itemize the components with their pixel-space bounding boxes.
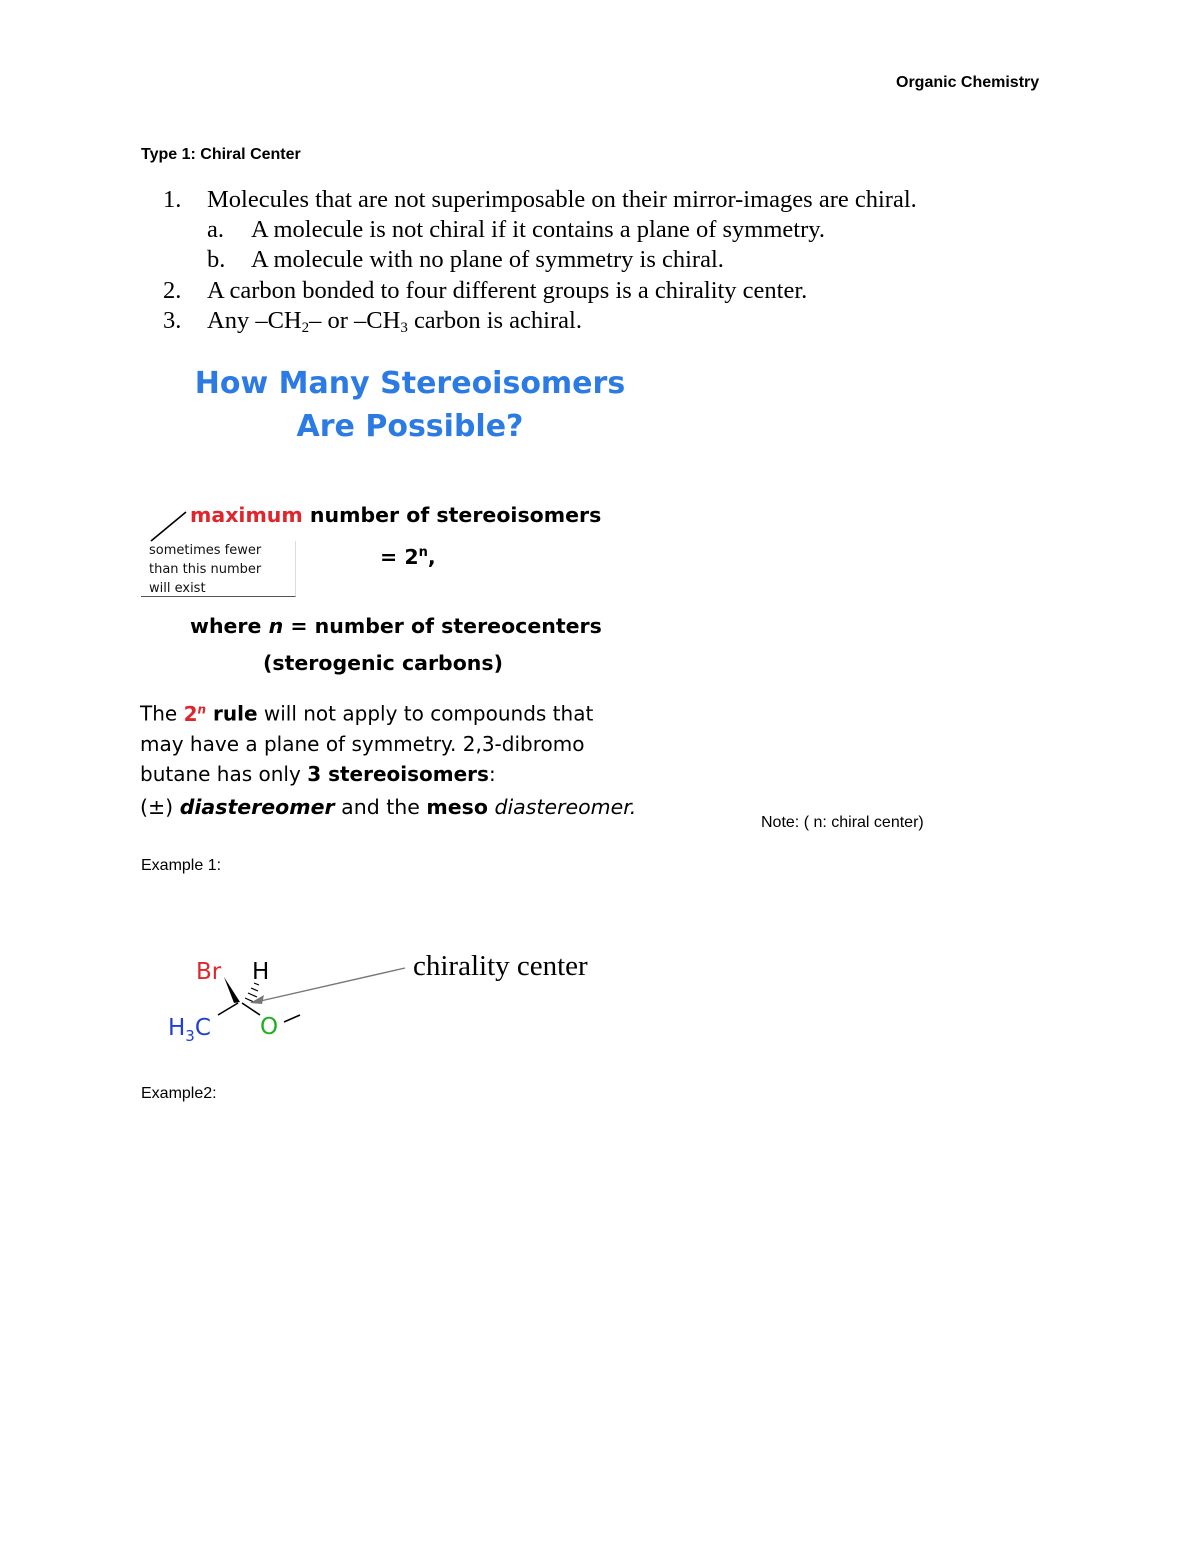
sterogenic-line: (sterogenic carbons) bbox=[263, 651, 503, 675]
bond-h3c bbox=[218, 1003, 238, 1015]
h-label: H bbox=[252, 959, 270, 985]
slide-title-line: Are Possible? bbox=[296, 409, 524, 444]
subscript: 3 bbox=[400, 320, 408, 336]
where-rest: = number of stereocenters bbox=[283, 614, 602, 638]
para-line bbox=[140, 694, 680, 729]
para-line: may have a plane of symmetry. 2,3-dibromo bbox=[140, 731, 585, 756]
sometimes-fewer-note bbox=[141, 541, 296, 597]
molecule-svg bbox=[160, 945, 420, 1045]
rule-text: A carbon bonded to four different groups is a chirality center. bbox=[207, 277, 808, 304]
para-rule: rule bbox=[206, 701, 258, 726]
formula-suffix: , bbox=[427, 545, 436, 569]
para-text: will not apply to compounds that bbox=[257, 701, 594, 726]
wedge-bond bbox=[224, 977, 240, 1003]
bond-o-methyl bbox=[284, 1015, 300, 1022]
rule-text bbox=[207, 306, 582, 344]
pointer-line bbox=[148, 508, 193, 544]
o-label: O bbox=[260, 1014, 279, 1040]
max-line-rest: number of stereoisomers bbox=[302, 503, 602, 527]
slide-title bbox=[140, 362, 680, 448]
where-prefix: where bbox=[190, 614, 269, 638]
slide-title-line: How Many Stereoisomers bbox=[194, 366, 626, 401]
h3c-h: H bbox=[168, 1015, 186, 1041]
chirality-center-label: chirality center bbox=[413, 950, 588, 982]
maximum-word: maximum bbox=[190, 503, 303, 527]
rule-paragraph bbox=[140, 694, 680, 789]
h3c-c: C bbox=[194, 1015, 211, 1041]
example-1-label: Example 1: bbox=[141, 857, 222, 874]
rule-number: b. bbox=[207, 246, 226, 273]
section-heading: Type 1: Chiral Center bbox=[141, 146, 301, 163]
example-2-label: Example2: bbox=[141, 1085, 217, 1102]
para-line bbox=[140, 759, 680, 789]
plus-minus: (±) bbox=[140, 795, 180, 819]
br-label: Br bbox=[196, 959, 222, 985]
formula-prefix: = 2 bbox=[380, 545, 419, 569]
page-header-title: Organic Chemistry bbox=[896, 74, 1040, 91]
max-stereoisomers-line bbox=[190, 503, 601, 527]
rule-number: 3. bbox=[163, 307, 182, 334]
note-line: sometimes fewer bbox=[149, 543, 262, 558]
meso-word: meso bbox=[426, 795, 488, 819]
para-text: The bbox=[140, 701, 184, 726]
rule-text-part: Any –CH bbox=[207, 307, 302, 334]
rule-number: 2. bbox=[163, 277, 182, 304]
rule-number: a. bbox=[207, 216, 224, 243]
rule-text: A molecule is not chiral if it contains a plane of symmetry. bbox=[251, 216, 826, 243]
diastereomer-line bbox=[140, 795, 636, 819]
where-line bbox=[190, 614, 602, 638]
rule-text-part: – or –CH bbox=[309, 307, 401, 334]
rule-number: 1. bbox=[163, 186, 182, 213]
formula-exponent: n bbox=[418, 545, 428, 561]
para-2: 2 bbox=[183, 701, 198, 726]
diast-tail: diastereomer. bbox=[487, 795, 637, 819]
para-2n bbox=[184, 702, 206, 726]
where-n: n bbox=[268, 614, 284, 638]
diastereomer-word: diastereomer bbox=[179, 795, 335, 819]
side-note: Note: ( n: chiral center) bbox=[761, 814, 924, 831]
para-3-stereoisomers: 3 stereoisomers bbox=[307, 761, 489, 786]
para-text: : bbox=[488, 761, 496, 786]
subscript: 2 bbox=[301, 320, 310, 336]
h3c-label bbox=[168, 1015, 211, 1045]
note-line: will exist bbox=[149, 581, 206, 596]
rule-text: A molecule with no plane of symmetry is chiral. bbox=[251, 246, 724, 273]
formula-line bbox=[380, 545, 436, 569]
para-text: butane has only bbox=[140, 761, 308, 786]
rule-text-part: carbon is achiral. bbox=[407, 307, 582, 334]
h3c-sub: 3 bbox=[185, 1027, 195, 1045]
rule-text: Molecules that are not superimposable on their mirror-images are chiral. bbox=[207, 186, 917, 213]
bond-o bbox=[242, 1003, 260, 1015]
para-n: n bbox=[197, 702, 207, 716]
molecule-diagram bbox=[160, 945, 420, 1049]
arrow-line bbox=[256, 968, 405, 1002]
note-line: than this number bbox=[149, 562, 262, 577]
diast-and: and the bbox=[334, 795, 427, 819]
